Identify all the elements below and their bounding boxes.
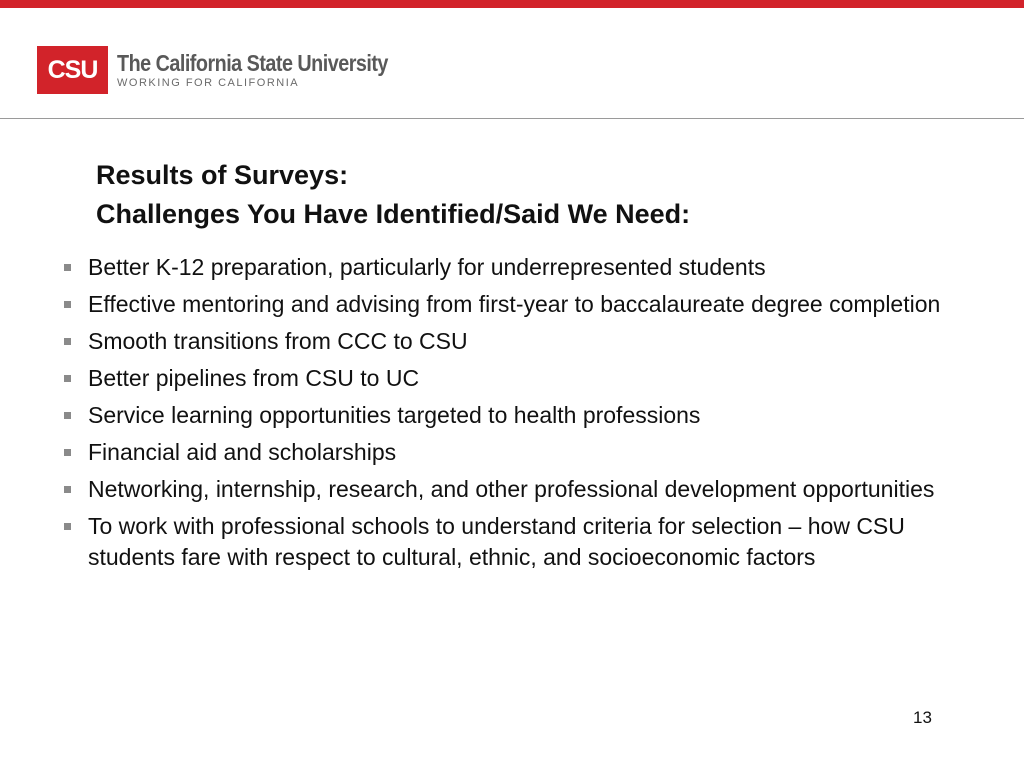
square-bullet-icon bbox=[64, 301, 71, 308]
bullet-item bbox=[62, 363, 962, 394]
square-bullet-icon bbox=[64, 375, 71, 382]
bullet-item bbox=[62, 252, 962, 283]
slide-title bbox=[96, 156, 690, 234]
top-accent-stripe bbox=[0, 0, 1024, 8]
bullet-list bbox=[62, 252, 962, 579]
bullet-item bbox=[62, 289, 962, 320]
square-bullet-icon bbox=[64, 449, 71, 456]
page-number: 13 bbox=[913, 708, 932, 727]
bullet-text: Financial aid and scholarships bbox=[88, 439, 397, 465]
csu-logo bbox=[37, 46, 432, 94]
slide-title-line-1: Results of Surveys: bbox=[96, 160, 349, 190]
bullet-text: Better pipelines from CSU to UC bbox=[88, 365, 420, 391]
bullet-item bbox=[62, 511, 962, 573]
logo-university-name: The California State University bbox=[117, 50, 388, 76]
bullet-text: Smooth transitions from CCC to CSU bbox=[88, 328, 468, 354]
header-divider bbox=[0, 118, 1024, 119]
bullet-item bbox=[62, 474, 962, 505]
bullet-text: Service learning opportunities targeted to health professions bbox=[88, 402, 701, 428]
bullet-text: Networking, internship, research, and other professional development opportunities bbox=[88, 476, 935, 502]
bullet-text: Better K-12 preparation, particularly for underrepresented students bbox=[88, 254, 766, 280]
square-bullet-icon bbox=[64, 264, 71, 271]
square-bullet-icon bbox=[64, 486, 71, 493]
bullet-text: To work with professional schools to understand criteria for selection – how CSU students fare with respect to cultural, ethnic, and socioeconomic factors bbox=[88, 513, 905, 570]
bullet-item bbox=[62, 437, 962, 468]
csu-logo-badge: CSU bbox=[37, 46, 108, 94]
slide-title-line-2: Challenges You Have Identified/Said We Need: bbox=[96, 199, 691, 229]
square-bullet-icon bbox=[64, 338, 71, 345]
logo-tagline: WORKING FOR CALIFORNIA bbox=[117, 77, 300, 89]
bullet-text: Effective mentoring and advising from first-year to baccalaureate degree completion bbox=[88, 291, 941, 317]
square-bullet-icon bbox=[64, 412, 71, 419]
bullet-item bbox=[62, 400, 962, 431]
bullet-item bbox=[62, 326, 962, 357]
logo-text bbox=[117, 50, 432, 90]
square-bullet-icon bbox=[64, 523, 71, 530]
